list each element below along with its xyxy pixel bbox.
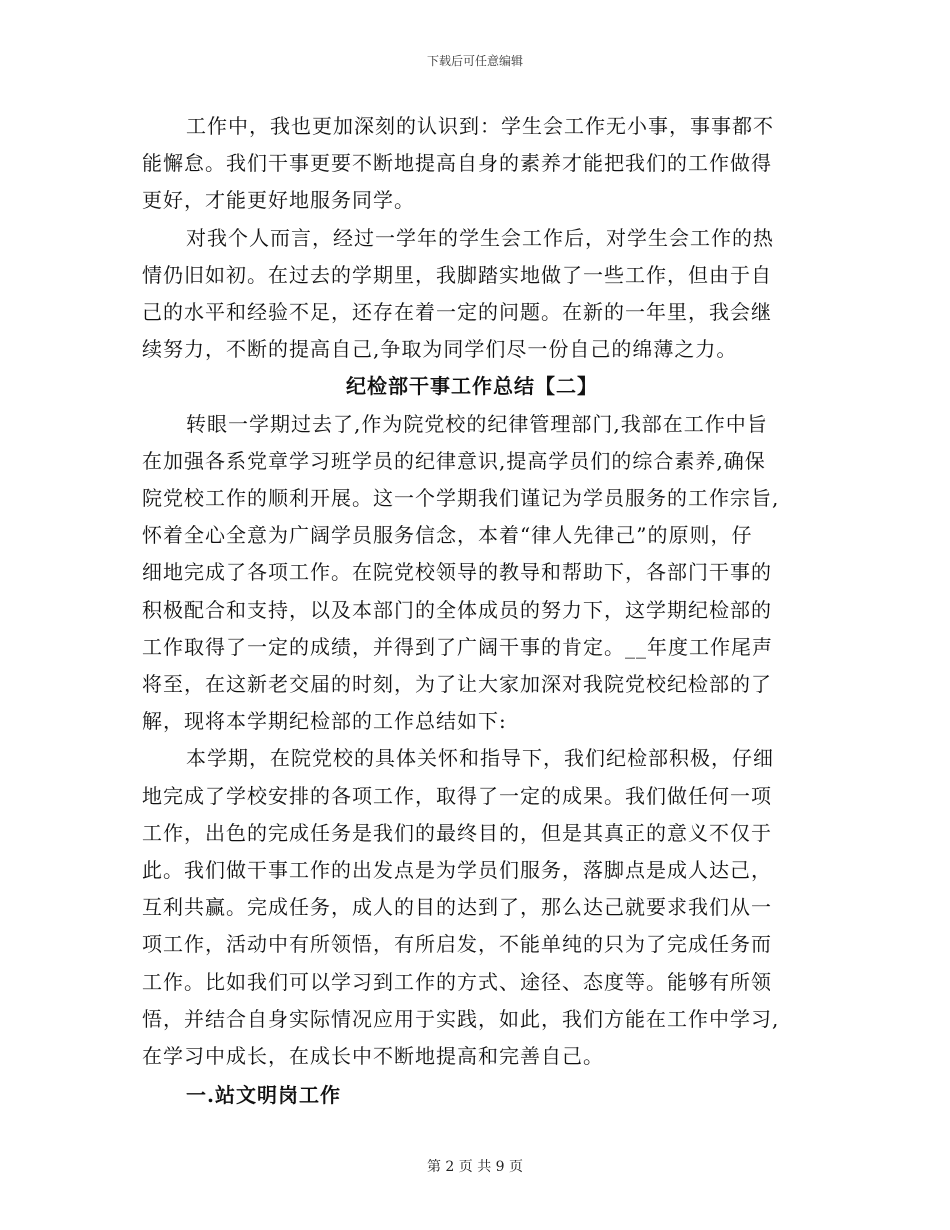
text-line: 更好，才能更好地服务同学。 [142,188,415,213]
text-line: 能懈怠。我们干事更要不断地提高自身的素养才能把我们的工作做得 [142,151,772,176]
subsection-title: 一.站文明岗工作 [186,1083,341,1108]
paragraph-3 [142,406,802,741]
text-line: 己的水平和经验不足，还存在着一定的问题。在新的一年里，我会继 [142,300,772,325]
page-header: 下载后可任意编辑 [426,54,523,68]
text-line: 悟，并结合自身实际情况应用于实践，如此，我们方能在工作中学习, [142,1006,780,1031]
text-line: 工作中，我也更加深刻的认识到：学生会工作无小事，事事都不 [186,114,774,138]
paragraph-4 [142,740,802,1075]
text-line: 此。我们做干事工作的出发点是为学员们服务，落脚点是成人达己， [142,858,772,883]
text-line: 解，现将本学期纪检部的工作总结如下: [142,709,507,734]
text-line: 怀着全心全意为广阔学员服务信念，本着“律人先律己”的原则，仔 [142,523,753,548]
text-line: 本学期，在院党校的具体关怀和指导下，我们纪检部积极，仔细 [186,746,774,771]
paragraph-1 [142,108,802,220]
text-line: 细地完成了各项工作。在院党校领导的教导和帮助下，各部门干事的 [142,560,772,585]
text-line: 地完成了学校安排的各项工作，取得了一定的成果。我们做任何一项 [142,783,772,808]
text-line: 项工作，活动中有所领悟，有所启发，不能单纯的只为了完成任务而 [142,932,772,957]
text-line: 在学习中成长，在成长中不断地提高和完善自己。 [142,1044,604,1069]
text-line: 工作，出色的完成任务是我们的最终目的，但是其真正的意义不仅于 [142,820,772,845]
document-body [142,108,802,1114]
page-number: 第 2 页 共 9 页 [426,1159,524,1175]
text-line: 情仍旧如初。在过去的学期里，我脚踏实地做了一些工作，但由于自 [142,262,772,287]
text-line: 对我个人而言，经过一学年的学生会工作后，对学生会工作的热 [186,225,774,250]
section-title: 纪检部干事工作总结【二】 [346,374,598,399]
text-line: 工作。比如我们可以学习到工作的方式、途径、态度等。能够有所领 [142,969,772,994]
text-line: 互利共赢。完成任务，成人的目的达到了，那么达己就要求我们从一 [142,895,772,920]
text-line: 将至，在这新老交届的时刻，为了让大家加深对我院党校纪检部的了 [142,672,772,697]
text-line: 积极配合和支持，以及本部门的全体成员的努力下，这学期纪检部的 [142,597,772,622]
text-line: 续努力，不断的提高自己,争取为同学们尽一份自己的绵薄之力。 [142,337,738,362]
paragraph-2 [142,220,802,369]
text-line: 在加强各系党章学习班学员的纪律意识,提高学员们的综合素养,确保 [142,448,766,473]
text-line: 院党校工作的顺利开展。这一个学期我们谨记为学员服务的工作宗旨, [142,486,780,511]
text-line: 转眼一学期过去了,作为院党校的纪律管理部门,我部在工作中旨 [186,411,768,436]
text-line: 工作取得了一定的成绩，并得到了广阔干事的肯定。__年度工作尾声 [142,634,773,659]
